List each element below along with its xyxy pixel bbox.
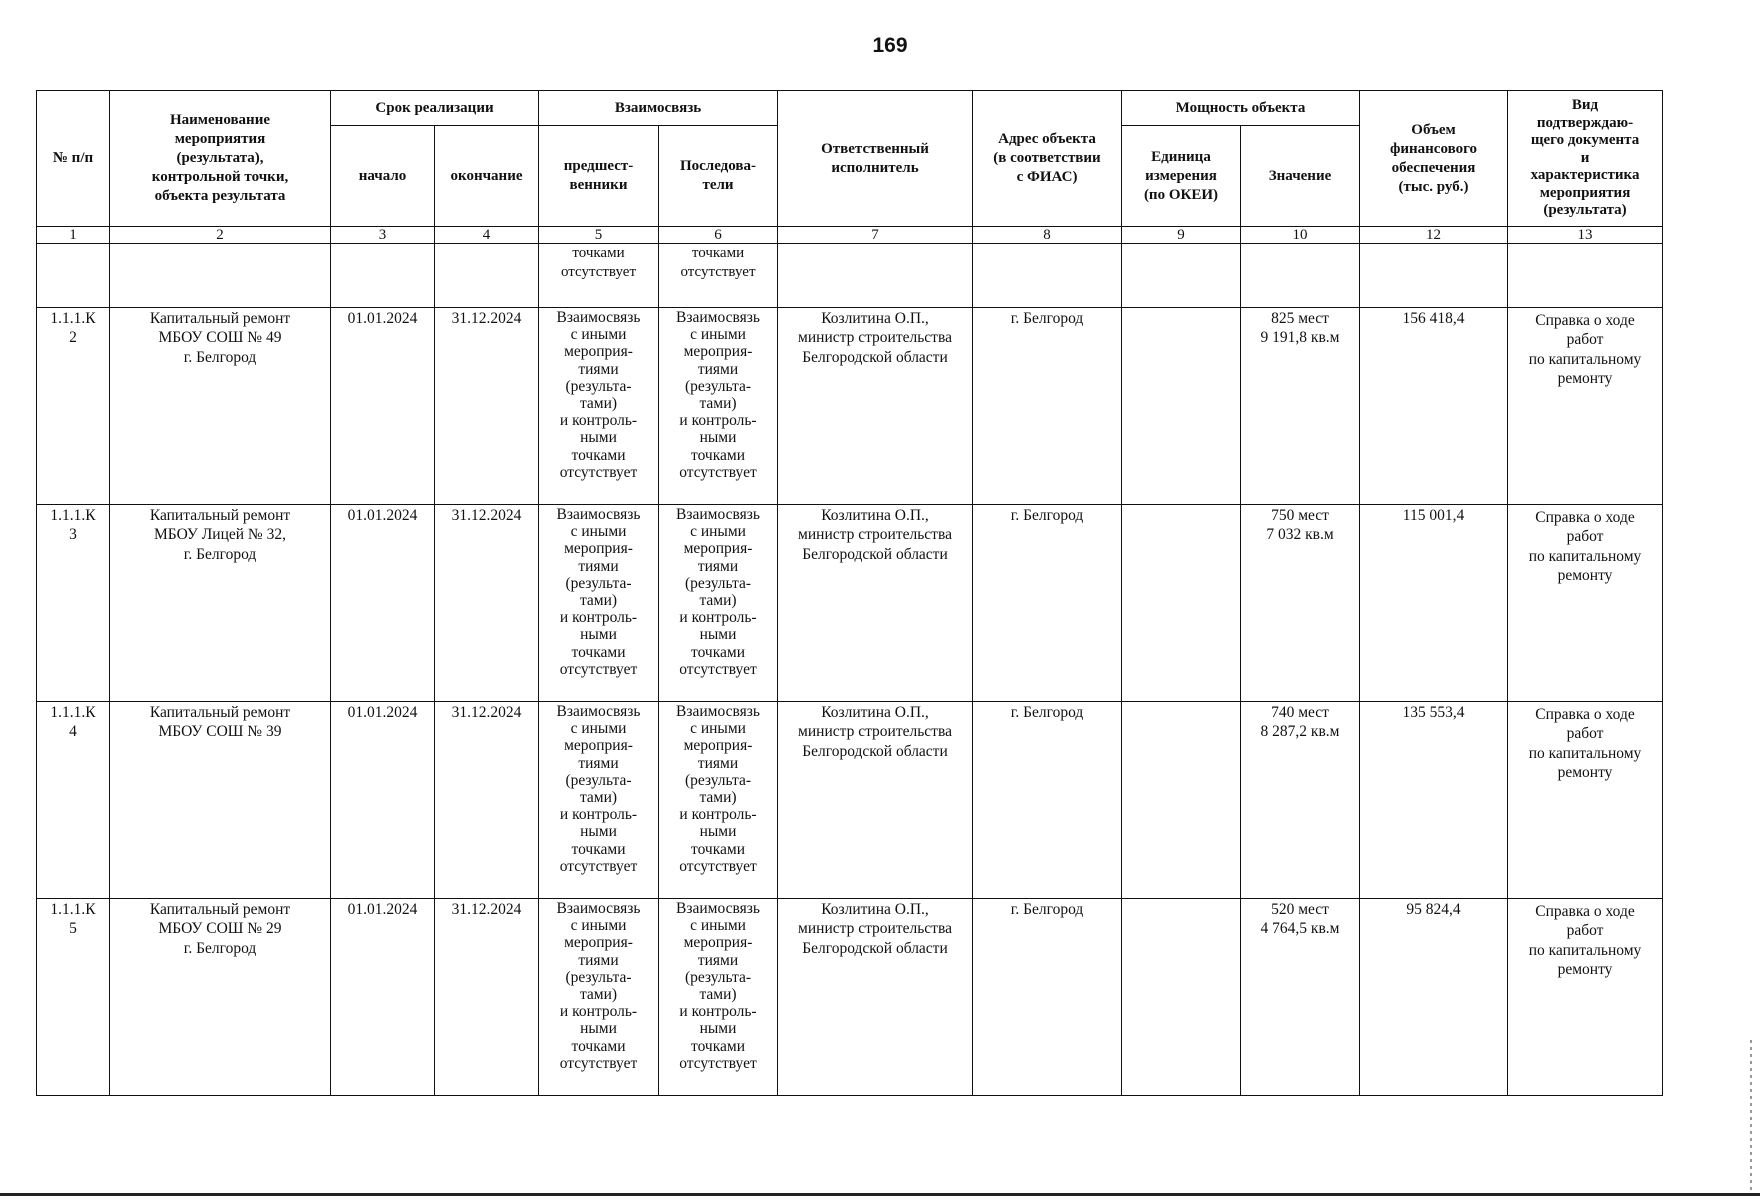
cell-address: г. Белгород: [973, 308, 1122, 505]
cell: [1360, 244, 1508, 308]
cell-doc: Справка о ходе работ по капитальному ремонту: [1508, 899, 1663, 1096]
header-link-group: Взаимосвязь: [539, 91, 778, 126]
cell-start: 01.01.2024: [331, 308, 435, 505]
cell-num: 1.1.1.К 5: [37, 899, 110, 1096]
cell-succ: Взаимосвязь с иными мероприя- тиями (результа- тами) и контроль- ными точками отсутствует: [659, 505, 778, 702]
column-number: 12: [1360, 227, 1508, 244]
cell-pred: Взаимосвязь с иными мероприя- тиями (результа- тами) и контроль- ными точками отсутствует: [539, 899, 659, 1096]
cell-name: Капитальный ремонт МБОУ Лицей № 32, г. Белгород: [110, 505, 331, 702]
cell-name: Капитальный ремонт МБОУ СОШ № 29 г. Белгород: [110, 899, 331, 1096]
cell-address: г. Белгород: [973, 505, 1122, 702]
cell-succ: Взаимосвязь с иными мероприя- тиями (результа- тами) и контроль- ными точками отсутствует: [659, 702, 778, 899]
column-number: 5: [539, 227, 659, 244]
cell: [110, 244, 331, 308]
table-row: [37, 702, 1663, 899]
cell-responsible: Козлитина О.П., министр строительства Белгородской области: [778, 505, 973, 702]
table-header: [37, 91, 1663, 227]
header-num: № п/п: [37, 91, 110, 227]
cell-end: 31.12.2024: [435, 308, 539, 505]
cell-address: г. Белгород: [973, 702, 1122, 899]
cell-unit: [1122, 702, 1241, 899]
cell-pred: Взаимосвязь с иными мероприя- тиями (результа- тами) и контроль- ными точками отсутствует: [539, 505, 659, 702]
cell: [778, 244, 973, 308]
cell-doc: Справка о ходе работ по капитальному ремонту: [1508, 702, 1663, 899]
table-row: [37, 505, 1663, 702]
cell-num: 1.1.1.К 4: [37, 702, 110, 899]
continuation-row: [37, 244, 1663, 308]
header-unit: Единица измерения (по ОКЕИ): [1122, 126, 1241, 227]
column-number: 8: [973, 227, 1122, 244]
column-number: 3: [331, 227, 435, 244]
cell-name: Капитальный ремонт МБОУ СОШ № 49 г. Белгород: [110, 308, 331, 505]
header-pred: предшест- венники: [539, 126, 659, 227]
cell-unit: [1122, 308, 1241, 505]
cell-end: 31.12.2024: [435, 702, 539, 899]
cell-unit: [1122, 899, 1241, 1096]
table-body: [37, 227, 1663, 1096]
cell-responsible: Козлитина О.П., министр строительства Белгородской области: [778, 899, 973, 1096]
cell-doc: Справка о ходе работ по капитальному ремонту: [1508, 505, 1663, 702]
header-doc: Вид подтверждаю- щего документа и характеристика мероприятия (результата): [1508, 91, 1663, 227]
cell-end: 31.12.2024: [435, 505, 539, 702]
cell-succ: точками отсутствует: [659, 244, 778, 308]
cell: [1122, 244, 1241, 308]
scan-edge-marks: [1750, 1040, 1752, 1190]
header-succ: Последова- тели: [659, 126, 778, 227]
column-number: 6: [659, 227, 778, 244]
cell-responsible: Козлитина О.П., министр строительства Белгородской области: [778, 308, 973, 505]
column-number: 1: [37, 227, 110, 244]
column-number: 13: [1508, 227, 1663, 244]
cell-value: 825 мест 9 191,8 кв.м: [1241, 308, 1360, 505]
header-value: Значение: [1241, 126, 1360, 227]
cell-start: 01.01.2024: [331, 505, 435, 702]
header-start: начало: [331, 126, 435, 227]
header-address: Адрес объекта (в соответствии с ФИАС): [973, 91, 1122, 227]
cell-address: г. Белгород: [973, 899, 1122, 1096]
cell-name: Капитальный ремонт МБОУ СОШ № 39: [110, 702, 331, 899]
plan-table: [36, 90, 1663, 1096]
bottom-rule: [0, 1193, 1760, 1196]
column-number: 4: [435, 227, 539, 244]
header-term-group: Срок реализации: [331, 91, 539, 126]
header-finance: Объем финансового обеспечения (тыс. руб.): [1360, 91, 1508, 227]
cell-doc: Справка о ходе работ по капитальному ремонту: [1508, 308, 1663, 505]
cell-pred: точками отсутствует: [539, 244, 659, 308]
cell: [37, 244, 110, 308]
header-end: окончание: [435, 126, 539, 227]
header-capacity-group: Мощность объекта: [1122, 91, 1360, 126]
cell-finance: 95 824,4: [1360, 899, 1508, 1096]
cell-start: 01.01.2024: [331, 899, 435, 1096]
cell-num: 1.1.1.К 2: [37, 308, 110, 505]
cell-finance: 115 001,4: [1360, 505, 1508, 702]
cell-value: 750 мест 7 032 кв.м: [1241, 505, 1360, 702]
column-number-row: [37, 227, 1663, 244]
table-row: [37, 308, 1663, 505]
cell-value: 740 мест 8 287,2 кв.м: [1241, 702, 1360, 899]
cell-pred: Взаимосвязь с иными мероприя- тиями (результа- тами) и контроль- ными точками отсутствует: [539, 308, 659, 505]
cell: [331, 244, 435, 308]
column-number: 9: [1122, 227, 1241, 244]
header-name: Наименование мероприятия (результата), контрольной точки, объекта результата: [110, 91, 331, 227]
cell-succ: Взаимосвязь с иными мероприя- тиями (результа- тами) и контроль- ными точками отсутствует: [659, 308, 778, 505]
cell: [973, 244, 1122, 308]
cell-value: 520 мест 4 764,5 кв.м: [1241, 899, 1360, 1096]
page-number: 169: [872, 34, 908, 57]
cell-succ: Взаимосвязь с иными мероприя- тиями (результа- тами) и контроль- ными точками отсутствует: [659, 899, 778, 1096]
table-row: [37, 899, 1663, 1096]
column-number: 10: [1241, 227, 1360, 244]
header-responsible: Ответственный исполнитель: [778, 91, 973, 227]
cell-start: 01.01.2024: [331, 702, 435, 899]
cell-pred: Взаимосвязь с иными мероприя- тиями (результа- тами) и контроль- ными точками отсутствует: [539, 702, 659, 899]
cell: [1241, 244, 1360, 308]
cell: [1508, 244, 1663, 308]
column-number: 7: [778, 227, 973, 244]
cell-finance: 156 418,4: [1360, 308, 1508, 505]
cell-responsible: Козлитина О.П., министр строительства Белгородской области: [778, 702, 973, 899]
cell: [435, 244, 539, 308]
cell-end: 31.12.2024: [435, 899, 539, 1096]
cell-num: 1.1.1.К 3: [37, 505, 110, 702]
cell-finance: 135 553,4: [1360, 702, 1508, 899]
cell-unit: [1122, 505, 1241, 702]
column-number: 2: [110, 227, 331, 244]
